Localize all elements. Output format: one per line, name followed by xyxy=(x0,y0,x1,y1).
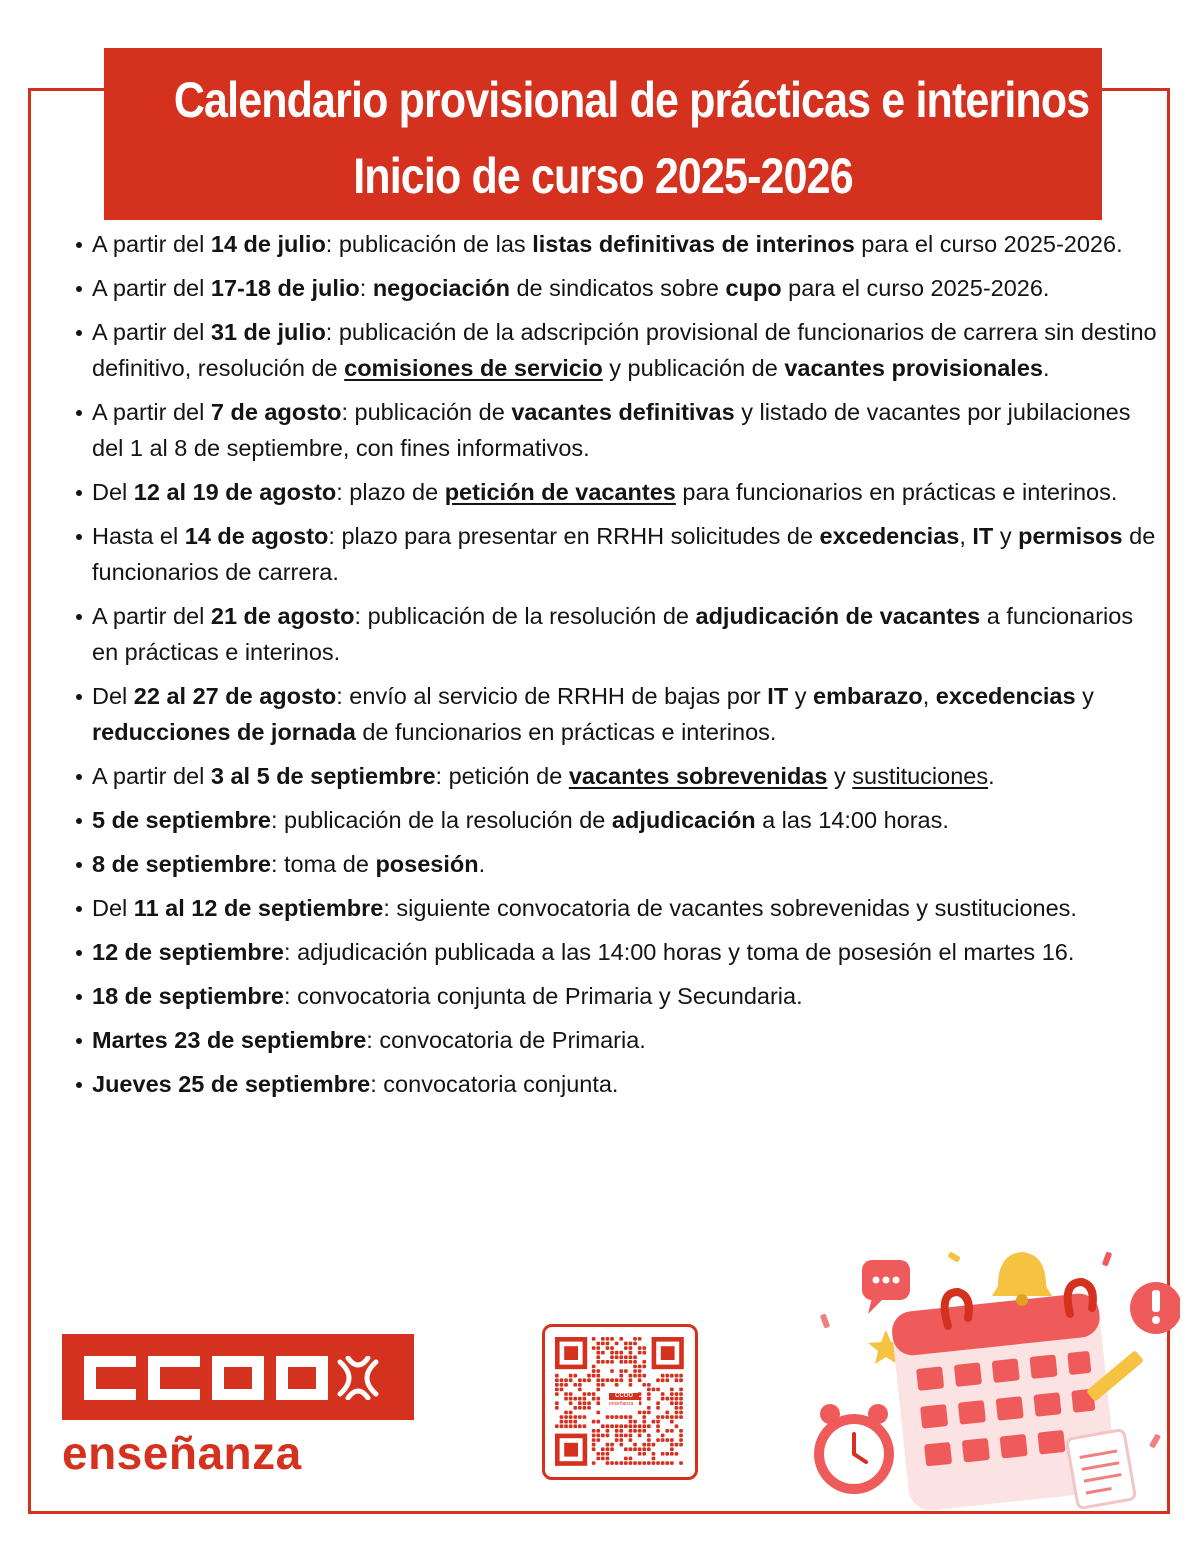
list-item-text: : publicación de las xyxy=(325,231,533,257)
calendar-list xyxy=(74,226,1164,1110)
list-item-text: : publicación de la resolución de xyxy=(270,807,612,833)
list-item-text: A partir del xyxy=(92,399,211,425)
list-item-text: : convocatoria conjunta de Primaria y Secundaria. xyxy=(284,983,803,1009)
list-item-text: : publicación de la resolución de xyxy=(354,603,696,629)
list-item-text: Jueves 25 de septiembre xyxy=(92,1071,371,1097)
list-item-text: , xyxy=(922,683,936,709)
list-item-text: vacantes definitivas xyxy=(511,399,735,425)
list-item xyxy=(74,758,1164,794)
list-item-text: permisos xyxy=(1018,523,1123,549)
list-item-text: negociación xyxy=(372,275,510,301)
list-item-text: Del xyxy=(92,683,134,709)
list-item-text: : petición de xyxy=(435,763,569,789)
list-item-text: 5 de septiembre xyxy=(92,807,271,833)
ccoo-letters-icon xyxy=(84,1356,394,1400)
list-item xyxy=(74,1066,1164,1102)
list-item-text: : convocatoria conjunta. xyxy=(370,1071,619,1097)
list-item xyxy=(74,598,1164,670)
qr-logo-word: enseñanza xyxy=(609,1401,634,1407)
list-item-text: 21 de agosto xyxy=(210,603,355,629)
list-item-text: , xyxy=(959,523,973,549)
list-item-text: de sindicatos sobre xyxy=(509,275,726,301)
list-item-text: y listado de vacantes por jubilaciones del 1 al 8 de septiembre, con fines informativos. xyxy=(92,399,1131,461)
alert-icon xyxy=(1130,1282,1180,1334)
list-item-text: Hasta el xyxy=(92,523,185,549)
list-item xyxy=(74,474,1164,510)
list-item-text: 31 de julio xyxy=(210,319,326,345)
list-item-text: cupo xyxy=(725,275,782,301)
list-item-text: A partir del xyxy=(92,319,211,345)
ccoo-wordmark: enseñanza xyxy=(62,1427,302,1479)
list-item-text: : publicación de xyxy=(341,399,512,425)
note-icon xyxy=(1066,1429,1135,1508)
title-line-2: Inicio de curso 2025-2026 xyxy=(353,148,853,204)
list-item-text: A partir del xyxy=(92,275,211,301)
list-item-text: Del xyxy=(92,895,134,921)
list-item-text: y xyxy=(788,683,813,709)
list-item-text: 17-18 de julio xyxy=(210,275,360,301)
list-item-text: 12 al 19 de agosto xyxy=(133,479,337,505)
list-item-text: 22 al 27 de agosto xyxy=(133,683,337,709)
list-item xyxy=(74,802,1164,838)
list-item xyxy=(74,934,1164,970)
list-item-text: y publicación de xyxy=(602,355,785,381)
title-banner xyxy=(104,48,1102,220)
list-item-text: 14 de julio xyxy=(210,231,326,257)
list-item xyxy=(74,518,1164,590)
list-item-text: a las 14:00 horas. xyxy=(755,807,949,833)
list-item-text: comisiones de servicio xyxy=(344,355,603,381)
list-item-text: : siguiente convocatoria de vacantes sobrevenidas y sustituciones. xyxy=(383,895,1077,921)
list-item-text: : envío al servicio de RRHH de bajas por xyxy=(336,683,768,709)
list-item-text: IT xyxy=(972,523,994,549)
list-item-text: de funcionarios en prácticas e interinos. xyxy=(355,719,777,745)
list-item xyxy=(74,978,1164,1014)
list-item-text: listas definitivas de interinos xyxy=(532,231,855,257)
alarm-clock-icon xyxy=(814,1404,894,1494)
list-item-text: sustituciones xyxy=(852,763,989,789)
list-item-text: para el curso 2025-2026. xyxy=(854,231,1123,257)
list-item-text: 7 de agosto xyxy=(210,399,342,425)
qr-logo xyxy=(609,1393,639,1409)
list-item-text: 12 de septiembre xyxy=(92,939,285,965)
list-item-text: embarazo xyxy=(813,683,923,709)
chat-bubble-icon xyxy=(862,1260,910,1314)
list-item-text: A partir del xyxy=(92,603,211,629)
list-item-text: vacantes provisionales xyxy=(784,355,1043,381)
list-item-text: . xyxy=(478,851,486,877)
title-line-1: Calendario provisional de prácticas e interinos xyxy=(173,72,1090,128)
list-item-text: adjudicación de vacantes xyxy=(695,603,981,629)
list-item-text: reducciones de jornada xyxy=(92,719,356,745)
list-item-text: : plazo para presentar en RRHH solicitudes de xyxy=(328,523,820,549)
list-item-text: para funcionarios en prácticas e interinos. xyxy=(675,479,1118,505)
list-item-text: : plazo de xyxy=(336,479,445,505)
qr-code[interactable] xyxy=(542,1324,698,1480)
list-item-text: : adjudicación publicada a las 14:00 horas y toma de posesión el martes 16. xyxy=(284,939,1075,965)
list-item-text: y xyxy=(1075,683,1094,709)
list-item-text: de funcionarios de carrera. xyxy=(92,523,1156,585)
list-item-text: petición de vacantes xyxy=(444,479,676,505)
list-item-text: y xyxy=(827,763,853,789)
list-item-text: 14 de agosto xyxy=(184,523,329,549)
list-item-text: Del xyxy=(92,479,134,505)
list-item-text: IT xyxy=(767,683,789,709)
list-item-text: a funcionarios en prácticas e interinos. xyxy=(92,603,1134,665)
list-item xyxy=(74,678,1164,750)
list-item-text: 18 de septiembre xyxy=(92,983,285,1009)
list-item-text: : convocatoria de Primaria. xyxy=(366,1027,646,1053)
list-item-text: . xyxy=(1042,355,1050,381)
list-item-text: : xyxy=(359,275,373,301)
list-item xyxy=(74,226,1164,262)
list-item xyxy=(74,314,1164,386)
list-item-text: 11 al 12 de septiembre xyxy=(133,895,384,921)
list-item xyxy=(74,846,1164,882)
list-item xyxy=(74,394,1164,466)
list-item-text: . xyxy=(988,763,995,789)
list-item-text: para el curso 2025-2026. xyxy=(781,275,1050,301)
list-item-text: adjudicación xyxy=(611,807,756,833)
list-item-text: 3 al 5 de septiembre xyxy=(210,763,436,789)
list-item-text: A partir del xyxy=(92,231,211,257)
list-item xyxy=(74,270,1164,306)
list-item-text: : publicación de la adscripción provisional de funcionarios de carrera sin destino definitivo, resolución de xyxy=(92,319,1157,381)
list-item-text: vacantes sobrevenidas xyxy=(568,763,828,789)
list-item-text: : toma de xyxy=(270,851,376,877)
list-item-text: Martes 23 de septiembre xyxy=(92,1027,367,1053)
ccoo-logo xyxy=(62,1334,414,1420)
calendar-illustration-icon xyxy=(808,1248,1180,1512)
list-item xyxy=(74,1022,1164,1058)
list-item-text: 8 de septiembre xyxy=(92,851,271,877)
list-item-text: y xyxy=(993,523,1019,549)
list-item-text: A partir del xyxy=(92,763,211,789)
list-item-text: posesión xyxy=(375,851,479,877)
qr-logo-letters: CCOO xyxy=(609,1393,639,1400)
list-item-text: excedencias xyxy=(935,683,1076,709)
list-item-text: excedencias xyxy=(819,523,960,549)
list-item xyxy=(74,890,1164,926)
